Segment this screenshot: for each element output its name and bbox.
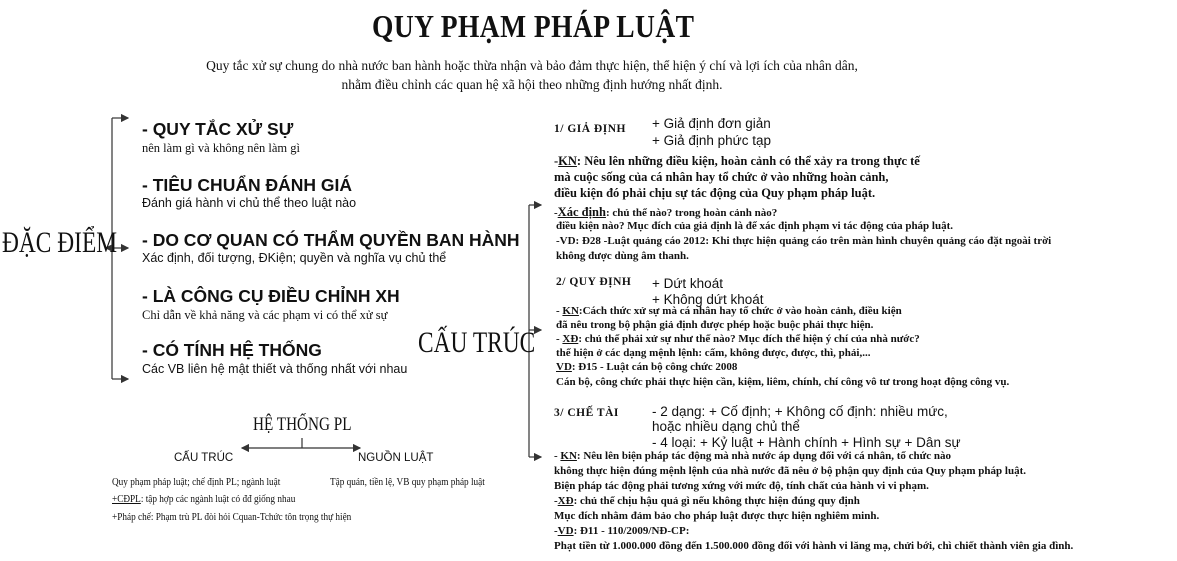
feature-description: Đánh giá hành vi chủ thể theo luật nào <box>142 196 357 210</box>
xd-line: - XĐ: chủ thể phải xử sự như thế nào? Mục đích thể hiện ý chí của nhà nước? <box>556 333 920 345</box>
he-thong-title: HỆ THỐNG PL <box>253 414 352 435</box>
he-thong-left-line: +CĐPL: tập hợp các ngành luật có đđ giống nhau <box>112 494 296 505</box>
feature-heading: - QUY TẮC XỬ SỰ <box>142 119 294 139</box>
he-thong-right-line: Tập quán, tiền lệ, VB quy phạm pháp luật <box>330 477 485 488</box>
feature-heading: - TIÊU CHUẨN ĐÁNH GIÁ <box>142 175 352 195</box>
subtitle-line-2: nhằm điều chỉnh các quan hệ xã hội theo những định hướng nhất định. <box>341 77 723 92</box>
section-option: hoặc nhiều dạng chủ thể <box>652 419 800 434</box>
kn-line: đã nêu trong bộ phận giả định được phép hoặc buộc phải thực hiện. <box>556 319 874 331</box>
kn-line: - KN: Nêu lên biện pháp tác động mà nhà nước áp dụng đối với cá nhân, tổ chức nào <box>554 450 952 462</box>
he-thong-left-line: Quy phạm pháp luật; chế định PL; ngành luật <box>112 477 281 488</box>
section-option: + Không dứt khoát <box>652 292 764 307</box>
kn-line: điều kiện đó phải chịu sự tác động của Quy phạm pháp luật. <box>554 186 876 200</box>
vd-line: Cán bộ, công chức phải thực hiện cần, kiệm, liêm, chính, chí công vô tư trong hoạt động công vụ. <box>556 376 1010 388</box>
xd-line: điều kiện nào? Mục đích của giả định là để xác định phạm vi tác động của pháp luật. <box>556 220 954 232</box>
section-heading: 3/ CHẾ TÀI <box>554 407 619 419</box>
xd-line: -XĐ: chủ thể chịu hậu quả gì nếu không thực hiện đúng quy định <box>554 495 860 507</box>
kn-line: không thực hiện đúng mệnh lệnh của nhà nước đã nêu ở bộ phận quy định của Quy phạm pháp luật. <box>554 465 1026 477</box>
feature-description: nên làm gì và không nên làm gì <box>142 141 300 155</box>
kn-line: - KN:Cách thức xử sự mà cá nhân hay tổ chức ở vào hoàn cảnh, điều kiện <box>556 305 902 317</box>
section-heading: 2/ QUY ĐỊNH <box>556 276 632 288</box>
section-option: + Giả định đơn giản <box>652 116 771 131</box>
feature-description: Các VB liên hệ mật thiết và thống nhất với nhau <box>142 362 408 376</box>
feature-description: Xác định, đối tượng, ĐKiện; quyền và nghĩa vụ chủ thể <box>142 251 447 265</box>
vd-line: không được dùng âm thanh. <box>556 250 689 262</box>
dac-diem-label: ĐẶC ĐIỂM <box>2 226 118 259</box>
feature-heading: - CÓ TÍNH HỆ THỐNG <box>142 340 322 360</box>
he-thong-left-label: CẤU TRÚC <box>174 452 234 464</box>
kn-line: -KN: Nêu lên những điều kiện, hoàn cảnh có thể xảy ra trong thực tế <box>554 154 920 168</box>
he-thong-connector <box>242 438 360 448</box>
kn-line: Biện pháp tác động phải tương xứng với mức độ, tính chất của hành vi vi phạm. <box>554 480 929 492</box>
section-heading: 1/ GIẢ ĐỊNH <box>554 123 626 135</box>
feature-heading: - LÀ CÔNG CỤ ĐIỀU CHỈNH XH <box>142 286 400 306</box>
section-option: - 2 dạng: + Cố định; + Không cố định: nhiều mức, <box>652 404 948 419</box>
kn-line: mà cuộc sống của cá nhân hay tổ chức ở vào những hoàn cảnh, <box>554 170 889 184</box>
xd-line: Mục đích nhằm đảm bảo cho pháp luật được thực hiện nghiêm minh. <box>554 510 880 522</box>
xd-line: thể hiện ở các dạng mệnh lệnh: cấm, không được, được, thì, phải,... <box>556 347 871 359</box>
xd-line: -Xác định: chủ thể nào? trong hoàn cảnh nào? <box>554 205 778 219</box>
he-thong-left-line: +Pháp chế: Phạm trù PL đòi hỏi Cquan-Tchức tôn trọng thự hiện <box>112 512 352 523</box>
vd-line: -VD: Đ11 - 110/2009/NĐ-CP: <box>554 525 690 537</box>
subtitle-line-1: Quy tắc xử sự chung do nhà nước ban hành hoặc thừa nhận và bảo đảm thực hiện, thể hiện ý chí và lợi ích của nhân dân, <box>206 58 858 73</box>
section-option: + Dứt khoát <box>652 276 723 291</box>
section-option: + Giả định phức tạp <box>652 133 771 148</box>
cau-truc-label: CẤU TRÚC <box>418 326 536 359</box>
vd-line: VD: Đ15 - Luật cán bộ công chức 2008 <box>556 361 738 373</box>
section-option: - 4 loại: + Kỷ luật + Hành chính + Hình sự + Dân sự <box>652 435 961 450</box>
page-title: QUY PHẠM PHÁP LUẬT <box>372 8 695 44</box>
he-thong-right-label: NGUỒN LUẬT <box>358 452 434 464</box>
feature-heading: - DO CƠ QUAN CÓ THẨM QUYỀN BAN HÀNH <box>142 230 520 250</box>
vd-line: -VD: Đ28 -Luật quảng cáo 2012: Khi thực hiện quảng cáo trên màn hình chuyên quảng cáo đặt ngoài trời <box>556 235 1052 247</box>
vd-line: Phạt tiền từ 1.000.000 đồng đến 1.500.000 đồng đối với hành vi lăng mạ, chửi bới, chì chiết thành viên gia đình. <box>554 540 1074 552</box>
feature-description: Chỉ dẫn về khả năng và các phạm vi có thể xử sự <box>142 308 388 322</box>
